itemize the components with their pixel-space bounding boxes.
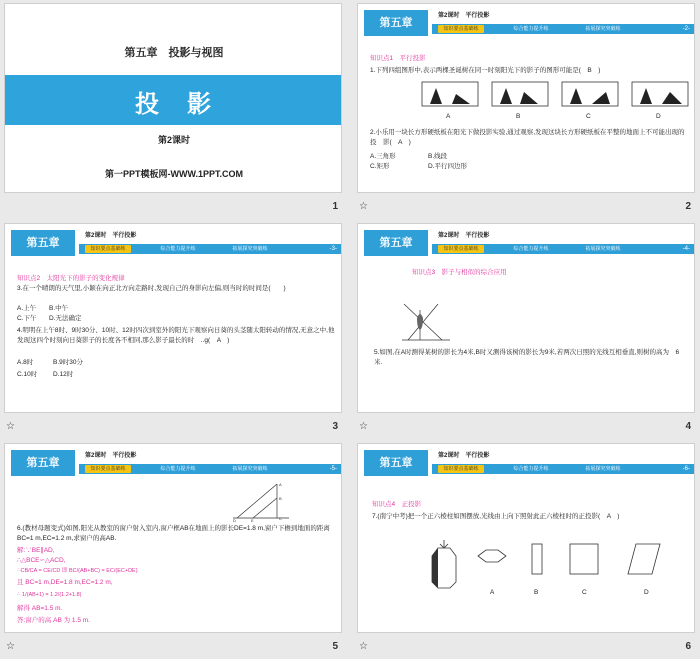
lesson-label: 第2课时 平行投影 — [85, 233, 137, 239]
slide-number: 1 — [332, 201, 338, 212]
question-7: 7.(南宁中考)把一个正六棱柱如图摆放,光线由上向下照射此正六棱柱时的正投影( A ) — [372, 513, 620, 520]
tab-extension-practice[interactable]: 拓展探究突破练 — [232, 466, 268, 472]
knowledge-point-heading: 知识点2 太阳光下的影子的变化规律 — [17, 275, 125, 282]
lesson-label: 第2课时 平行投影 — [438, 453, 490, 459]
tab-extension-practice[interactable]: 拓展探究突破练 — [585, 246, 621, 252]
star-icon[interactable]: ☆ — [359, 201, 368, 212]
lesson-label: 第2课时 平行投影 — [438, 13, 490, 19]
chapter-label: 第五章 — [11, 230, 75, 256]
star-icon[interactable]: ☆ — [359, 641, 368, 652]
q4-option-b: B.9时30分 — [53, 359, 83, 366]
question-5: 5.如图,在A时测得某树的影长为4米,B时又测得该树的影长为9米,若两次日照的光线互相垂直,则树的高为 6 米. — [374, 349, 686, 366]
tab-basic-practice[interactable]: 知识要点基础练 — [85, 465, 131, 473]
tab-basic-practice[interactable]: 知识要点基础练 — [438, 465, 484, 473]
q4-option-a: A.8时 — [17, 359, 34, 366]
slide-4 — [357, 223, 695, 413]
q4-option-c: C.10时 — [17, 371, 38, 378]
slide-3 — [4, 223, 342, 413]
tab-extension-practice[interactable]: 拓展探究突破练 — [232, 246, 268, 252]
tree-shadow-figure — [398, 300, 454, 346]
q3-option-a: A.上午 — [17, 305, 37, 312]
solution-line-6: 解得 AB=1.5 m. — [17, 605, 63, 612]
christmas-trees-figure — [420, 80, 690, 110]
lesson-label: 第2课时 平行投影 — [438, 233, 490, 239]
slide-header — [5, 450, 342, 476]
star-icon[interactable]: ☆ — [359, 421, 368, 432]
tab-ability-practice[interactable]: 综合能力提升练 — [160, 466, 196, 472]
slide-number: 6 — [685, 641, 691, 652]
star-icon[interactable]: ☆ — [6, 641, 15, 652]
star-icon[interactable]: ☆ — [6, 421, 15, 432]
chapter-title: 第五章 投影与视图 — [124, 47, 224, 59]
svg-text:E: E — [251, 518, 254, 522]
svg-text:B: B — [279, 496, 282, 501]
tab-basic-practice[interactable]: 知识要点基础练 — [85, 245, 131, 253]
page-tag: -2- — [682, 26, 690, 32]
main-title: 投 影 — [135, 91, 213, 118]
knowledge-point-heading: 知识点1 平行投影 — [370, 55, 426, 62]
q7-option-b: B — [534, 589, 539, 596]
q3-option-b: B.中午 — [49, 305, 69, 312]
q1-option-d: D — [656, 113, 661, 120]
slide-number: 2 — [685, 201, 691, 212]
solution-line-2: ∴△BCE∽△ACD, — [17, 557, 66, 564]
slide-number: 5 — [332, 641, 338, 652]
slide-1 — [4, 3, 342, 193]
chapter-label: 第五章 — [364, 230, 428, 256]
solution-line-1: 解:∵BE∥AD, — [17, 547, 55, 554]
q7-option-c: C — [582, 589, 587, 596]
page-tag: -3- — [329, 246, 337, 252]
q2-option-c: C.矩形 — [370, 163, 390, 170]
page-tag: -4- — [682, 246, 690, 252]
svg-text:D: D — [233, 518, 236, 522]
slide-5 — [4, 443, 342, 633]
solution-line-7: 答:窗户的高 AB 为 1.5 m. — [17, 617, 90, 624]
q7-option-d: D — [644, 589, 649, 596]
q1-option-c: C — [586, 113, 591, 120]
q4-option-d: D.12时 — [53, 371, 74, 378]
solution-line-3: ∴CB/CA = CE/CD 即 BC/(AB+BC) = EC/(EC+DE) — [17, 568, 138, 574]
knowledge-point-heading: 知识点4 正投影 — [372, 501, 422, 508]
tab-extension-practice[interactable]: 拓展探究突破练 — [585, 466, 621, 472]
q2-option-a: A.三角形 — [370, 153, 396, 160]
q1-option-a: A — [446, 113, 451, 120]
question-6: 6.(教材母题变式)如图,阳光从教室的窗户射入室内,窗户框AB在地面上的影长DE=1.8 m,窗户下檐到地面的距离BC=1 m,EC=1.2 m,求窗户的高AB. — [17, 525, 330, 542]
q3-option-d: D.无法确定 — [49, 315, 82, 322]
question-1: 1.下列四组图形中,表示两棵圣诞树在同一时刻阳光下的影子的图形可能是( B ) — [370, 67, 601, 74]
tab-basic-practice[interactable]: 知识要点基础练 — [438, 245, 484, 253]
tab-ability-practice[interactable]: 综合能力提升练 — [160, 246, 196, 252]
chapter-label: 第五章 — [364, 10, 428, 36]
tab-ability-practice[interactable]: 综合能力提升练 — [513, 466, 549, 472]
slide-header — [358, 10, 695, 36]
q3-option-c: C.下午 — [17, 315, 37, 322]
slide-2 — [357, 3, 695, 193]
question-2: 2.小乐用一块长方形硬纸板在阳光下做投影实验,通过观察,发现这块长方形硬纸板在平整的地面上不可能出现的投 影( A ) — [370, 129, 685, 146]
slide-header — [5, 230, 342, 256]
brand-text: 第一PPT模板网-WWW.1PPT.COM — [105, 169, 243, 179]
question-3: 3.在一个晴朗的天气里,小颖在向正北方向走路时,发现自己的身影向左偏,则当时的时间是( ) — [17, 285, 286, 292]
tab-extension-practice[interactable]: 拓展探究突破练 — [585, 26, 621, 32]
knowledge-point-heading: 知识点3 影子与相似的综合应用 — [412, 269, 507, 276]
question-4: 4.明明在上午8时、9时30分、10时、12时四次到室外的阳光下观察向日葵的头茎随太阳转动的情况,无意之中,他发现这四个时刻向日葵影子的长度各不相同,那么影子最长的时 ..g( A ) — [17, 327, 335, 344]
slide-header — [358, 450, 695, 476]
q2-option-b: B.线段 — [428, 153, 448, 160]
q7-option-a: A — [490, 589, 495, 596]
page-tag: -5- — [329, 466, 337, 472]
lesson-label: 第2课时 平行投影 — [85, 453, 137, 459]
svg-text:A: A — [279, 482, 282, 487]
q1-option-b: B — [516, 113, 521, 120]
solution-line-4: 且 BC=1 m,DE=1.8 m,EC=1.2 m, — [17, 579, 113, 586]
tab-ability-practice[interactable]: 综合能力提升练 — [513, 26, 549, 32]
svg-text:C: C — [279, 516, 282, 521]
q2-option-d: D.平行四边形 — [428, 163, 467, 170]
slide-header — [358, 230, 695, 256]
hexagonal-prism-figure — [428, 538, 668, 590]
chapter-label: 第五章 — [11, 450, 75, 476]
chapter-label: 第五章 — [364, 450, 428, 476]
slide-6 — [357, 443, 695, 633]
window-light-figure — [231, 480, 291, 522]
slide-number: 3 — [332, 421, 338, 432]
tab-basic-practice[interactable]: 知识要点基础练 — [438, 25, 484, 33]
page-tag: -6- — [682, 466, 690, 472]
lesson-subtitle: 第2课时 — [157, 135, 190, 145]
slide-number: 4 — [685, 421, 691, 432]
tab-ability-practice[interactable]: 综合能力提升练 — [513, 246, 549, 252]
solution-line-5: ∴ 1/(AB+1) = 1.2/(1.2+1.8) — [17, 592, 82, 598]
